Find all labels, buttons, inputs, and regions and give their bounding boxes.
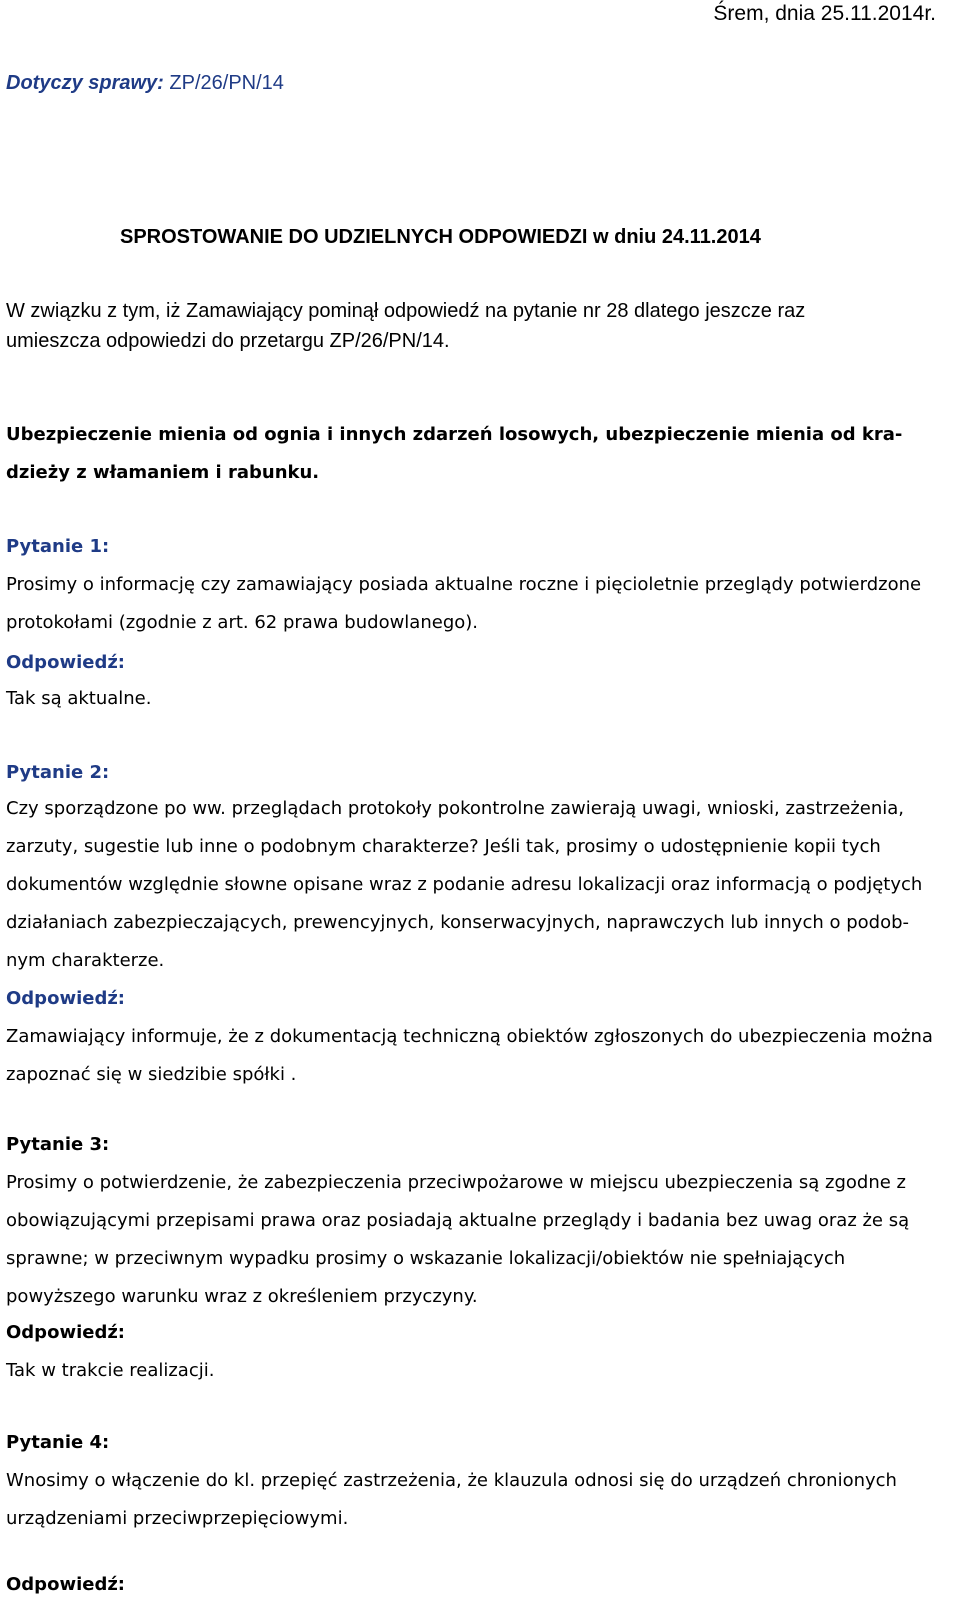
case-reference-value: ZP/26/PN/14: [169, 72, 284, 94]
question-2-answer-label-text: Odpowiedź:: [6, 988, 126, 1009]
question-2-text-line-1: Czy sporządzone po ww. przeglądach protokoły pokontrolne zawierają uwagi, wnioski, zastrzeżenia,: [6, 798, 904, 819]
question-4-text-line-2: urządzeniami przeciwprzepięciowymi.: [6, 1508, 349, 1529]
question-1-text-line-1: Prosimy o informację czy zamawiający posiada aktualne roczne i pięcioletnie przeglądy potwierdzone: [6, 574, 922, 595]
question-4-text-line-1: Wnosimy o włączenie do kl. przepięć zastrzeżenia, że klauzula odnosi się do urządzeń chronionych: [6, 1470, 897, 1491]
question-2-text-line-3: dokumentów względnie słowne opisane wraz z podanie adresu lokalizacji oraz informacją o podjętych: [6, 874, 923, 895]
case-reference-label: Dotyczy sprawy:: [6, 72, 164, 94]
question-1-answer-line-1: Tak są aktualne.: [6, 688, 152, 709]
question-2-text-line-5: nym charakterze.: [6, 950, 165, 971]
question-2-text-line-2: zarzuty, sugestie lub inne o podobnym charakterze? Jeśli tak, prosimy o udostępnienie kopii tych: [6, 836, 881, 857]
question-3-text-line-4: powyższego warunku wraz z określeniem przyczyny.: [6, 1286, 478, 1307]
question-4-label: Pytanie 4:: [6, 1432, 110, 1453]
question-2-answer-line-1: Zamawiający informuje, że z dokumentacją techniczną obiektów zgłoszonych do ubezpieczenia można: [6, 1026, 933, 1047]
question-4-answer-label: Odpowiedź:: [6, 1574, 126, 1595]
question-2-text-line-4: działaniach zabezpieczających, prewencyjnych, konserwacyjnych, naprawczych lub innych o podob-: [6, 912, 910, 933]
question-3-text-line-1: Prosimy o potwierdzenie, że zabezpieczenia przeciwpożarowe w miejscu ubezpieczenia są zgodne z: [6, 1172, 906, 1193]
intro-line-1: W związku z tym, iż Zamawiający pominął odpowiedź na pytanie nr 28 dlatego jeszcze raz: [6, 300, 806, 322]
document-heading: SPROSTOWANIE DO UDZIELNYCH ODPOWIEDZI w dniu 24.11.2014: [120, 226, 761, 248]
question-3-answer-line-1: Tak w trakcie realizacji.: [6, 1360, 215, 1381]
question-3-label: Pytanie 3:: [6, 1134, 110, 1155]
case-reference: [6, 72, 284, 95]
question-1-text-line-2: protokołami (zgodnie z art. 62 prawa budowlanego).: [6, 612, 478, 633]
document-date: Śrem, dnia 25.11.2014r.: [713, 2, 936, 25]
question-3-answer-label: Odpowiedź:: [6, 1322, 126, 1343]
question-1-answer-label: Odpowiedź:: [6, 652, 126, 673]
section-title-line-1: Ubezpieczenie mienia od ognia i innych zdarzeń losowych, ubezpieczenie mienia od kra-: [6, 424, 903, 445]
question-1-label: Pytanie 1:: [6, 536, 110, 557]
question-2-answer-label: [6, 988, 125, 1009]
section-title-line-2: dzieży z włamaniem i rabunku.: [6, 462, 320, 483]
question-2-label: Pytanie 2:: [6, 762, 110, 783]
intro-line-2: umieszcza odpowiedzi do przetargu ZP/26/PN/14.: [6, 330, 450, 352]
question-3-text-line-2: obowiązującymi przepisami prawa oraz posiadają aktualne przeglądy i badania bez uwag oraz że są: [6, 1210, 910, 1231]
question-2-answer-line-2: zapoznać się w siedzibie spółki .: [6, 1064, 297, 1085]
question-3-text-line-3: sprawne; w przeciwnym wypadku prosimy o wskazanie lokalizacji/obiektów nie spełniających: [6, 1248, 846, 1269]
